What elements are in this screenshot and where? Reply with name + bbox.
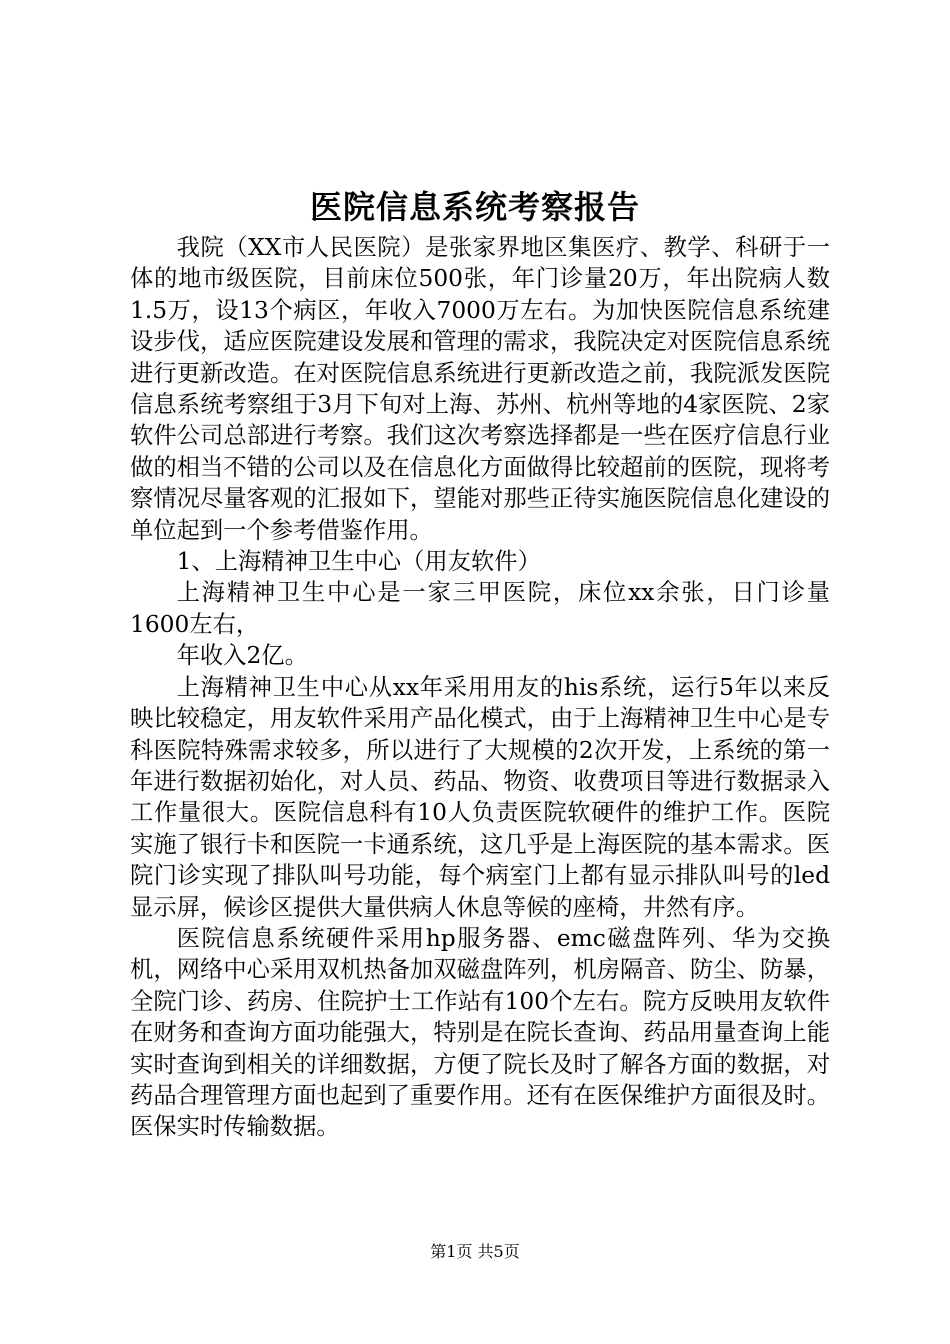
- document-body: [130, 232, 830, 1143]
- section-heading: 1、上海精神卫生中心（用友软件）: [176, 548, 541, 576]
- paragraph-annual-income: 年收入2亿。: [176, 642, 308, 670]
- page-footer: 第1页 共5页: [430, 1242, 520, 1261]
- paragraph-his-system: 上海精神卫生中心从xx年采用用友的his系统，运行5年以来反映比较稳定，用友软件采用产品化模式，由于上海精神卫生中心是专科医院特殊需求较多，所以进行了大规模的2次开发，上系统的第一年进行数据初始化，对人员、药品、物资、收费项目等进行数据录入工作量很大。医院信息科有10人负责医院软硬件的维护工作。医院实施了银行卡和医院一卡通系统，这几乎是上海医院的基本需求。医院门诊实现了排队叫号功能，每个病室门上都有显示排队叫号的led显示屏，候诊区提供大量供病人休息等候的座椅，井然有序。: [130, 673, 830, 921]
- document-title: 医院信息系统考察报告: [309, 188, 640, 226]
- paragraph-hardware: 医院信息系统硬件采用hp服务器、emc磁盘阵列、华为交换机，网络中心采用双机热备加双磁盘阵列，机房隔音、防尘、防暴，全院门诊、药房、住院护士工作站有100个左右。院方反映用友软件在财务和查询方面功能强大，特别是在院长查询、药品用量查询上能实时查询到相关的详细数据，方便了院长及时了解各方面的数据，对药品合理管理方面也起到了重要作用。还有在医保维护方面很及时。医保实时传输数据。: [130, 924, 830, 1141]
- paragraph-hospital-overview: 上海精神卫生中心是一家三甲医院，床位xx余张，日门诊量1600左右，: [130, 579, 830, 638]
- paragraph-intro: 我院（XX市人民医院）是张家界地区集医疗、教学、科研于一体的地市级医院，目前床位500张，年门诊量20万，年出院病人数1.5万，设13个病区，年收入7000万左右。为加快医院信息系统建设步伐，适应医院建设发展和管理的需求，我院决定对医院信息系统进行更新改造。在对医院信息系统进行更新改造之前，我院派发医院信息系统考察组于3月下旬对上海、苏州、杭州等地的4家医院、2家软件公司总部进行考察。我们这次考察选择都是一些在医疗信息行业做的相当不错的公司以及在信息化方面做得比较超前的医院，现将考察情况尽量客观的汇报如下，望能对那些正待实施医院信息化建设的单位起到一个参考借鉴作用。: [130, 234, 830, 544]
